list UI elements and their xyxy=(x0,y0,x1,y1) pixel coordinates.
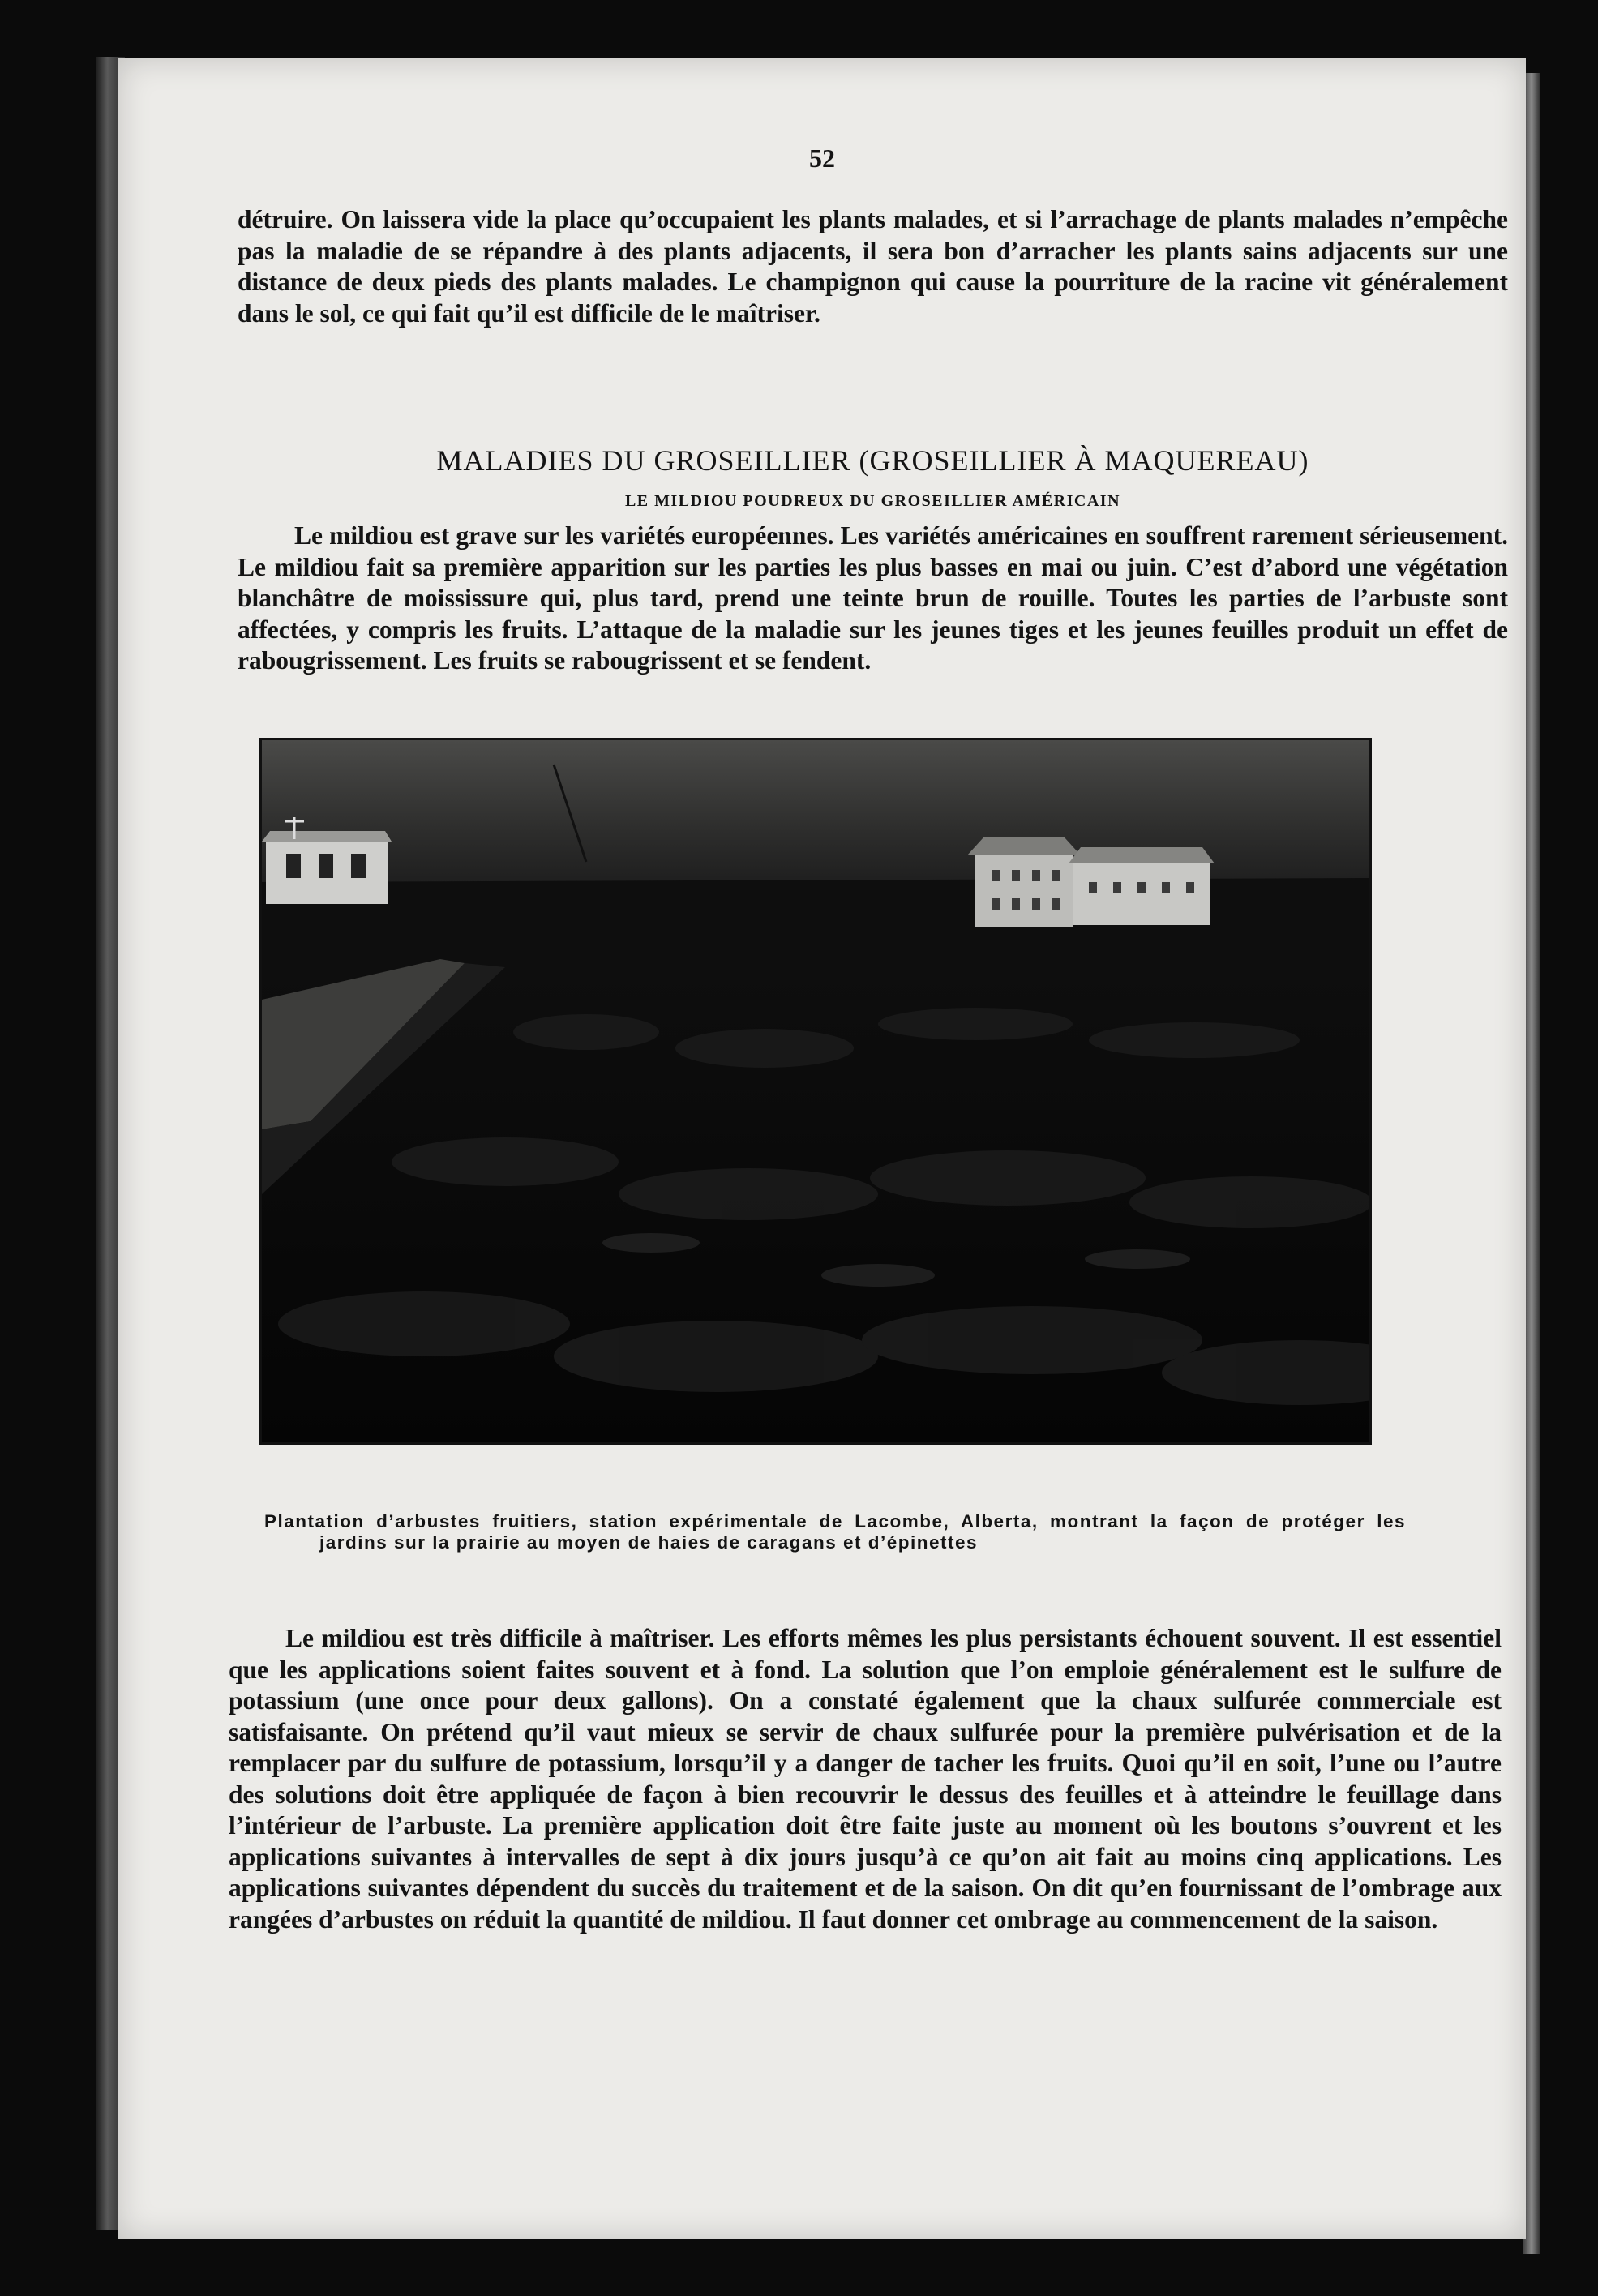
subsection-title: LE MILDIOU POUDREUX DU GROSEILLIER AMÉRICAIN xyxy=(624,492,1121,510)
farm-buildings xyxy=(967,837,1215,927)
document-page xyxy=(118,58,1526,2239)
page-number: 52 xyxy=(809,144,835,173)
orchard-photo-illustration xyxy=(262,740,1369,1442)
paragraph-treatment: Le mildiou est très difficile à maîtriser. Les efforts mêmes les plus persistants échouent souvent. Il est essentiel que les applications soient faites souvent et à fond. La solution que l’on emploie généralement est le sulfure de potassium (une once pour deux gallons). On a constaté également que la chaux sulfurée commerciale est satisfaisante. On prétend qu’il vaut mieux se servir de chaux sulfurée pour la première pulvérisation et de la remplacer par du sulfure de potassium, lorsqu’il y a danger de tacher les fruits. Quoi qu’il en soit, l’une ou l’autre des solutions doit être appliquée de façon à bien recouvrir le dessus des feuilles et à atteindre le feuillage dans l’intérieur de l’arbuste. La première application doit être faite juste au moment où les boutons s’ouvrent et les applications suivantes à intervalles de sept à dix jours jusqu’à ce qu’on ait fait au moins cinq applications. Les applications suivantes dépendent du succès du traitement et de la saison. On dit qu’en fournissant de l’ombrage aux rangées d’arbustes on réduit la quantité de mildiou. Il faut donner cet ombrage au commencement de la saison. xyxy=(229,1624,1502,1934)
orchard-photo xyxy=(259,738,1372,1445)
paragraph-root-rot: détruire. On laissera vide la place qu’occupaient les plants malades, et si l’arrachage de plants malades n’empêche pas la maladie de se répandre à des plants adjacents, il sera bon d’arracher les plants sains adjacents sur une distance de deux pieds des plants malades. Le champignon qui cause la pourriture de la racine vit généralement dans le sol, ce qui fait qu’il est difficile de le maîtriser. xyxy=(238,205,1508,328)
photo-caption: Plantation d’arbustes fruitiers, station expérimentale de Lacombe, Alberta, montrant la façon de protéger les jardins sur la prairie au moyen de haies de caragans et d’épinettes xyxy=(264,1511,1406,1553)
section-title: MALADIES DU GROSEILLIER (GROSEILLIER À MAQUEREAU) xyxy=(436,444,1309,477)
paragraph-mildiou: Le mildiou est grave sur les variétés européennes. Les variétés américaines en souffrent rarement sérieusement. Le mildiou fait sa première apparition sur les parties les plus basses en mai ou juin. C’est d’abord une végétation blanchâtre de moississure qui, plus tard, prend une teinte brun de rouille. Toutes les parties de l’arbuste sont affectées, y compris les fruits. L’attaque de la maladie sur les jeunes tiges et les jeunes feuilles produit un effet de rabougrissement. Les fruits se rabougrissent et se fendent. xyxy=(238,521,1508,675)
